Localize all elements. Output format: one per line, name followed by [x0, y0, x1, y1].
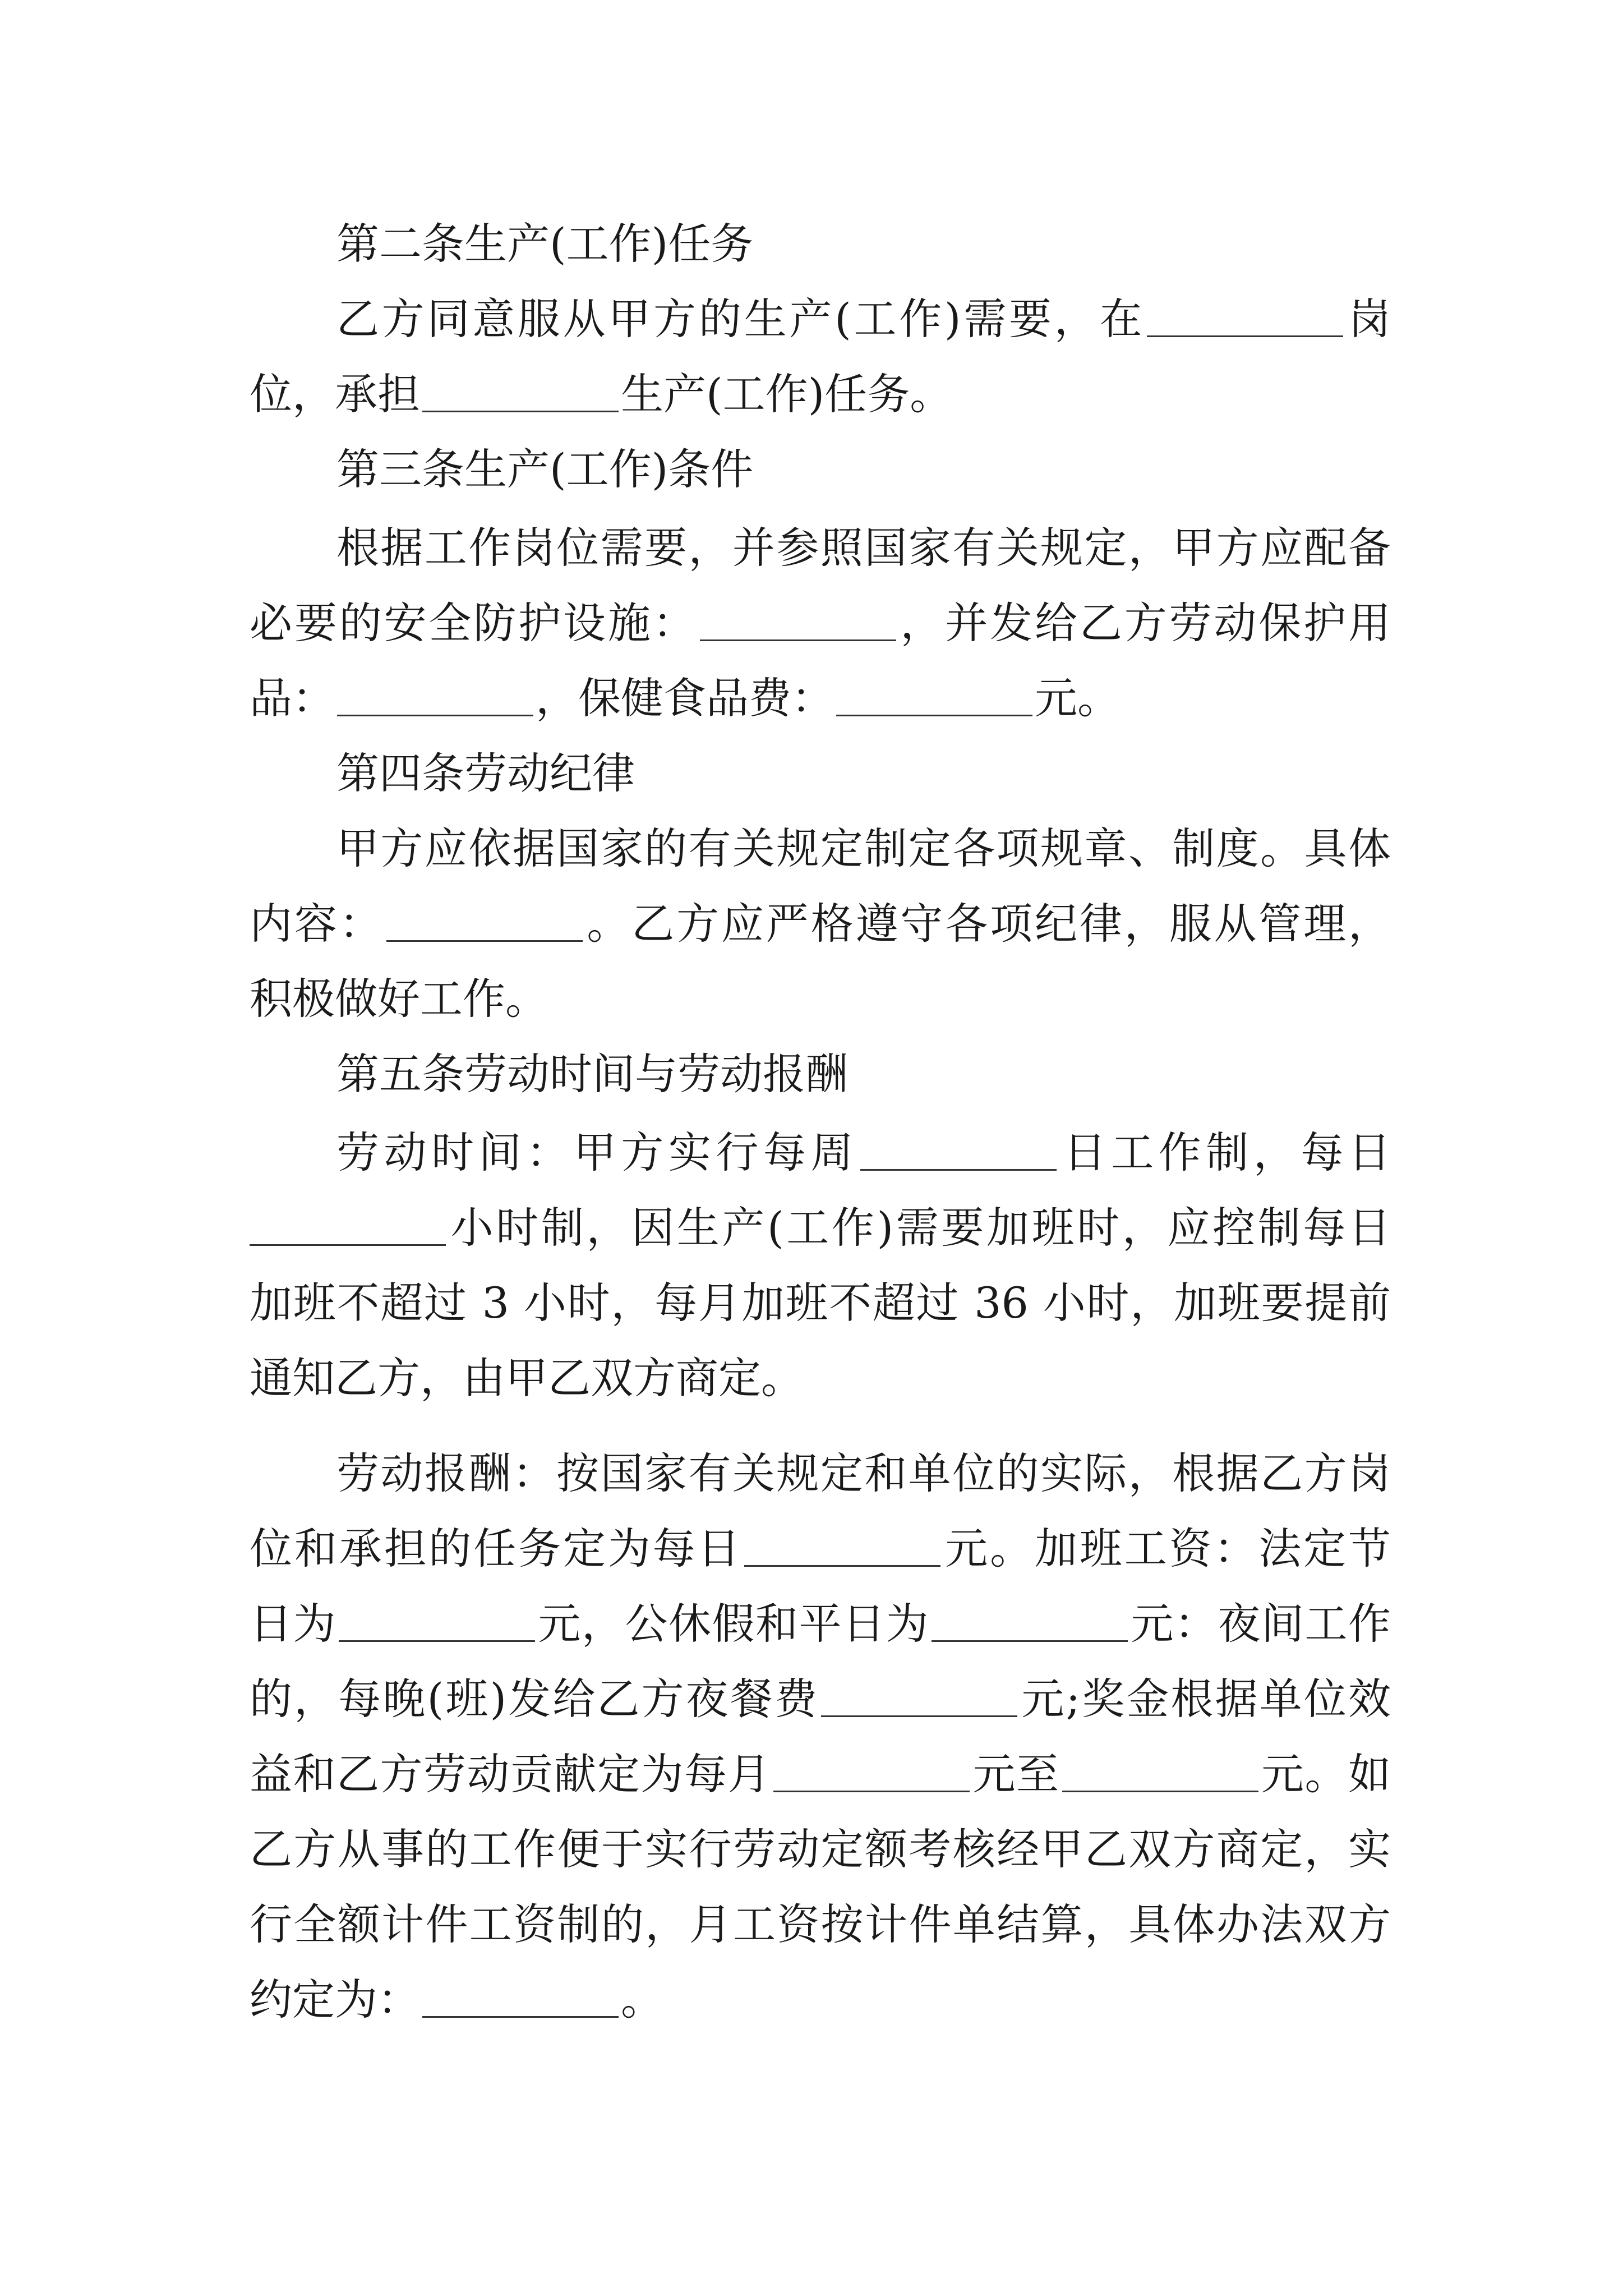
fill-in-blank[interactable] — [773, 1748, 970, 1792]
section-4-heading: 第四条劳动纪律 — [336, 748, 635, 798]
text-line — [250, 1812, 1391, 1887]
text-line — [250, 1341, 1391, 1416]
line-text: 元，公休假和平日为 — [537, 1599, 929, 1649]
line-text: 乙方同意服从甲方的生产(工作)需要，在 — [336, 294, 1145, 344]
fill-in-blank[interactable] — [422, 1973, 619, 2018]
line-text: 岗 — [1345, 294, 1391, 344]
text-line — [250, 1511, 1391, 1586]
text-line — [250, 1662, 1391, 1737]
line-text: 行全额计件工资制的，月工资按计件单结算，具体办法双方 — [250, 1899, 1391, 1949]
section-heading — [336, 1037, 1391, 1112]
text-line — [336, 1436, 1391, 1511]
text-line — [250, 357, 1391, 432]
text-line — [250, 1190, 1391, 1266]
fill-in-blank[interactable] — [860, 1126, 1057, 1171]
line-text: ，保健食品费： — [536, 673, 834, 723]
section-heading — [336, 432, 1391, 507]
line-text: 根据工作岗位需要，并参照国家有关规定，甲方应配备 — [336, 523, 1391, 573]
line-text: 劳动报酬：按国家有关规定和单位的实际，根据乙方岗 — [336, 1448, 1391, 1498]
line-text: 甲方应依据国家的有关规定制定各项规章、制度。具体 — [336, 823, 1391, 873]
line-text: 位，承担 — [250, 369, 420, 419]
line-text: 元：夜间工作 — [1130, 1599, 1391, 1649]
text-line — [250, 586, 1391, 661]
line-text: ，并发给乙方劳动保护用 — [898, 598, 1391, 648]
line-text: 元。加班工资：法定节 — [943, 1524, 1391, 1573]
line-text: 劳动时间：甲方实行每周 — [336, 1128, 859, 1177]
line-text: 元至 — [972, 1749, 1060, 1799]
fill-in-blank[interactable] — [386, 898, 583, 942]
line-text: 品： — [250, 673, 335, 723]
text-line — [250, 1962, 1391, 2037]
line-text: 积极做好工作。 — [250, 974, 548, 1024]
fill-in-blank[interactable] — [932, 1598, 1128, 1642]
line-text: 元。 — [1035, 673, 1120, 723]
fill-in-blank[interactable] — [700, 597, 896, 641]
line-text: 益和乙方劳动贡献定为每月 — [250, 1749, 771, 1799]
section-2-heading: 第二条生产(工作)任务 — [336, 219, 754, 269]
text-line — [336, 811, 1391, 886]
line-text: 小时制，因生产(工作)需要加班时，应控制每日 — [448, 1203, 1391, 1253]
line-text: 。 — [621, 1975, 663, 2024]
line-text: 内容： — [250, 899, 384, 949]
section-heading — [336, 206, 1391, 282]
section-heading — [336, 736, 1391, 811]
text-line — [250, 1887, 1391, 1962]
text-line — [250, 1737, 1391, 1812]
text-line — [250, 1586, 1391, 1662]
fill-in-blank[interactable] — [744, 1522, 940, 1567]
line-text: 通知乙方，由甲乙双方商定。 — [250, 1353, 804, 1403]
line-text: 元;奖金根据单位效 — [1020, 1674, 1391, 1724]
text-line — [250, 661, 1391, 736]
line-text: 的，每晚(班)发给乙方夜餐费 — [250, 1674, 819, 1724]
section-3-heading: 第三条生产(工作)条件 — [336, 444, 754, 494]
line-text: 。乙方应严格遵守各项纪律，服从管理， — [584, 899, 1391, 949]
line-text: 必要的安全防护设施： — [250, 598, 698, 648]
line-text: 日工作制，每日 — [1059, 1128, 1391, 1177]
text-line — [336, 510, 1391, 586]
fill-in-blank[interactable] — [1147, 293, 1343, 337]
line-text: 日为 — [250, 1599, 336, 1649]
text-line — [336, 1115, 1391, 1190]
text-line — [250, 1266, 1391, 1341]
fill-in-blank[interactable] — [422, 368, 619, 412]
fill-in-blank[interactable] — [337, 672, 533, 716]
fill-in-blank[interactable] — [250, 1202, 446, 1246]
line-text: 加班不超过 3 小时，每月加班不超过 36 小时，加班要提前 — [250, 1278, 1391, 1328]
line-text: 生产(工作)任务。 — [621, 369, 953, 419]
fill-in-blank[interactable] — [821, 1673, 1017, 1717]
text-line — [336, 282, 1391, 357]
fill-in-blank[interactable] — [339, 1598, 535, 1642]
fill-in-blank[interactable] — [836, 672, 1032, 716]
fill-in-blank[interactable] — [1062, 1748, 1258, 1792]
line-text: 元。如 — [1260, 1749, 1391, 1799]
line-text: 约定为： — [250, 1975, 420, 2024]
text-line — [250, 886, 1391, 961]
section-5-heading: 第五条劳动时间与劳动报酬 — [336, 1049, 848, 1099]
text-line — [250, 961, 1391, 1037]
line-text: 位和承担的任务定为每日 — [250, 1524, 743, 1573]
line-text: 乙方从事的工作便于实行劳动定额考核经甲乙双方商定，实 — [250, 1824, 1391, 1874]
